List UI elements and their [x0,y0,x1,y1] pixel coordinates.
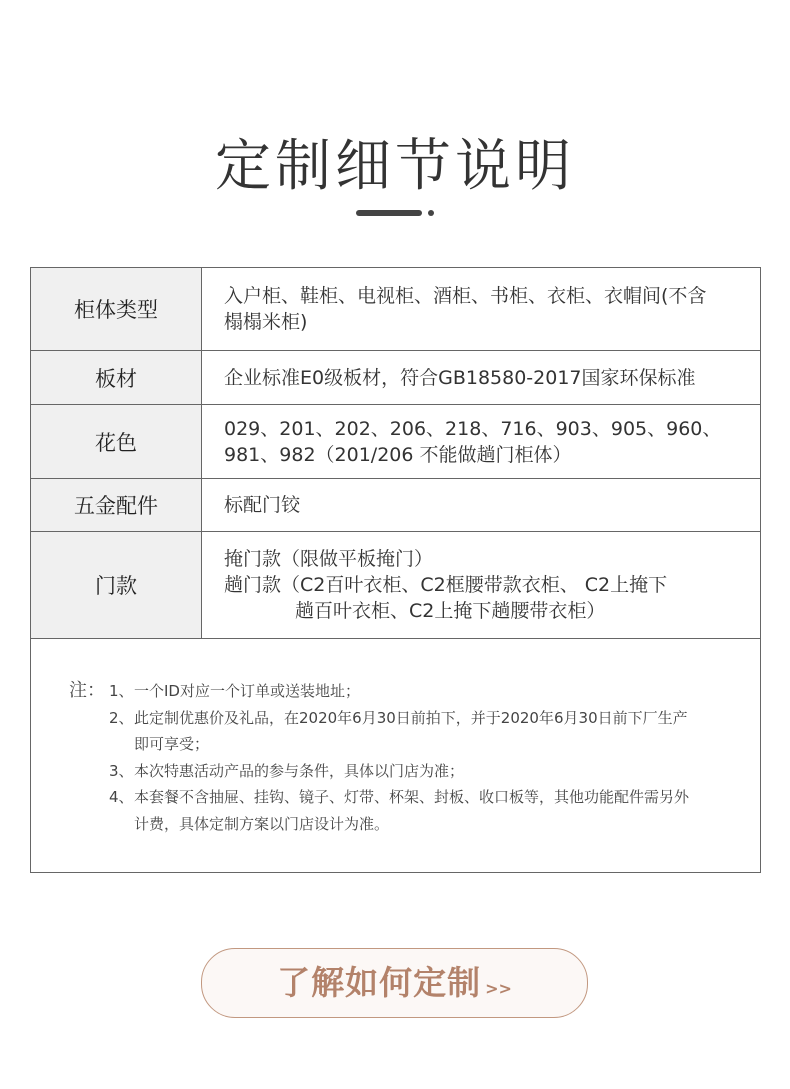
note-item [69,758,689,785]
row-value [202,479,761,532]
note-number: 2、 [109,708,134,727]
row-label: 花色 [31,405,202,479]
row-label: 五金配件 [31,479,202,532]
notes-box [30,638,761,873]
page-title: 定制细节说明 [215,134,575,199]
note-text: 即可享受； [134,735,210,753]
note-number: 3、 [109,761,134,780]
table-row-hardware [31,479,761,532]
notes-list [69,678,689,837]
underline-bar [356,210,422,216]
row-label: 柜体类型 [31,268,202,351]
note-number: 1、 [109,682,134,700]
underline-dot [428,210,434,216]
value-line: 掩门款（限做平板掩门） [224,548,434,570]
row-value [202,351,761,405]
value-line: 入户柜、鞋柜、电视柜、酒柜、书柜、衣柜、衣帽间(不含 [224,285,707,307]
value-line: 029、201、202、206、218、716、903、905、960、 [224,417,722,440]
value-line: 趟门款（C2百叶衣柜、C2框腰带款衣柜、 C2上掩下 [224,574,668,596]
note-number: 4、 [109,788,134,806]
note-item [69,705,689,758]
note-text: 本套餐不含抽屉、挂钩、镜子、灯带、杯架、封板、收口板等，其他功能配件需另外 [134,788,690,806]
value-line: 趟百叶衣柜、C2上掩下趟腰带衣柜） [295,600,606,622]
row-label: 板材 [31,351,202,405]
table-row-board-material [31,351,761,405]
table-row-colors [31,405,761,479]
title-underline-decoration [356,210,436,216]
note-item [69,678,689,705]
value-line: 榻榻米柜) [224,311,308,333]
learn-how-to-customize-button[interactable] [201,948,588,1018]
value-line: 标配门铰 [224,494,301,516]
note-text: 此定制优惠价及礼品，在2020年6月30日前拍下，并于2020年6月30日前下厂生产 [134,708,688,727]
note-text: 本次特惠活动产品的参与条件，具体以门店为准； [134,761,465,780]
row-value [202,268,761,351]
note-item [69,784,689,837]
double-chevron-right-icon: >> [485,979,512,998]
table-row-door-style [31,532,761,639]
row-label: 门款 [31,532,202,639]
row-value [202,405,761,479]
value-line: 企业标准E0级板材，符合GB18580-2017国家环保标准 [224,366,696,389]
value-line: 981、982（201/206 不能做趟门柜体） [224,443,572,466]
note-text: 计费，具体定制方案以门店设计为准。 [134,814,390,833]
spec-table [30,267,761,639]
notes-heading: 注： [69,680,105,701]
table-row-cabinet-type [31,268,761,351]
note-text: 一个ID对应一个订单或送装地址； [134,682,360,700]
cta-label: 了解如何定制 [277,963,482,1002]
row-value [202,532,761,639]
